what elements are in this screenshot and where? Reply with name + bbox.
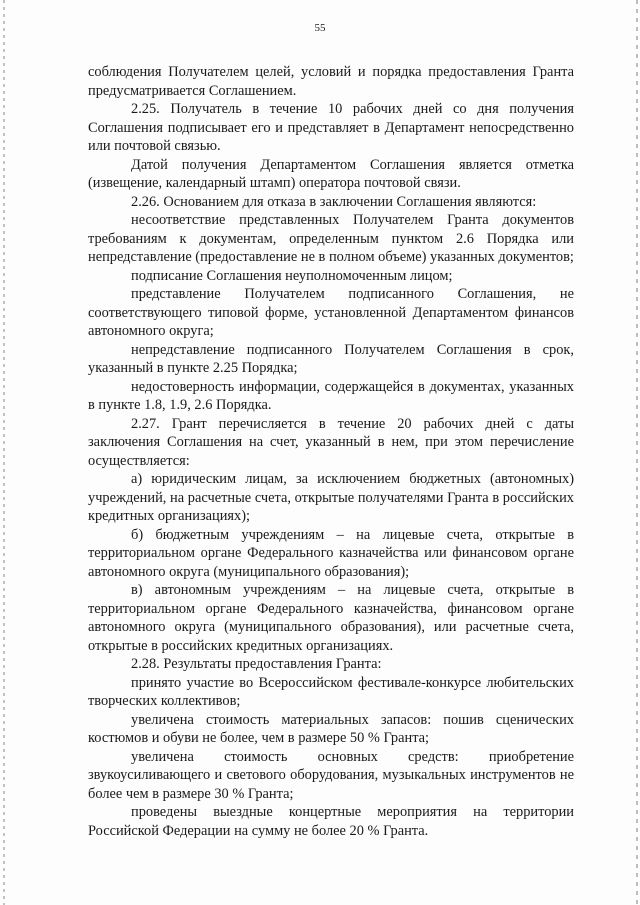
paragraph: в) автономным учреждениям – на лицевые счета, открытые в территориальном органе Федерального казначейства, финансовом органе автономного округа (муниципального образования), или расчетные счета, открытые в российских кредитных организациях. <box>88 582 574 654</box>
paragraph: 2.27. Грант перечисляется в течение 20 рабочих дней с даты заключения Соглашения на счет, указанный в нем, при этом перечисление осуществляется: <box>88 415 574 469</box>
paragraph: 2.26. Основанием для отказа в заключении Соглашения являются: <box>131 193 537 210</box>
scan-edge-right <box>636 0 638 905</box>
page-number: 55 <box>314 22 326 34</box>
paragraph: непредставление подписанного Получателем Соглашения в срок, указанный в пункте 2.25 Порядка; <box>88 341 574 376</box>
paragraph: увеличена стоимость основных средств: приобретение звукоусиливающего и светового оборудования, музыкальных инструментов не более чем в размере 30 % Гранта; <box>88 748 574 802</box>
paragraph: 2.28. Результаты предоставления Гранта: <box>131 656 382 672</box>
paragraph: подписание Соглашения неуполномоченным лицом; <box>131 267 453 284</box>
paragraph: недостоверность информации, содержащейся в документах, указанных в пункте 1.8, 1.9, 2.6 Порядка. <box>88 378 574 413</box>
paragraph: а) юридическим лицам, за исключением бюджетных (автономных) учреждений, на расчетные счета, открытые получателями Гранта в российских кредитных организациях); <box>88 471 574 524</box>
document-body <box>88 63 574 840</box>
paragraph: принято участие во Всероссийском фестивале-конкурсе любительских творческих коллективов; <box>88 674 574 709</box>
paragraph: увеличена стоимость материальных запасов: пошив сценических костюмов и обуви не более, чем в размере 50 % Гранта; <box>88 711 574 746</box>
paragraph: несоответствие представленных Получателем Гранта документов требованиям к документам, определенным пунктом 2.6 Порядка или непредставление (предоставление не в полном объеме) указанных документов; <box>88 212 574 265</box>
paragraph: проведены выездные концертные мероприятия на территории Российской Федерации на сумму не более 20 % Гранта. <box>88 804 574 839</box>
paragraph: 2.25. Получатель в течение 10 рабочих дней со дня получения Соглашения подписывает его и представляет в Департамент непосредственно или почтовой связью. <box>88 101 574 154</box>
paragraph: Датой получения Департаментом Соглашения является отметка (извещение, календарный штамп) оператора почтовой связи. <box>88 156 574 191</box>
scan-edge-left <box>3 0 5 905</box>
paragraph: представление Получателем подписанного Соглашения, не соответствующего типовой форме, установленной Департаментом финансов автономного округа; <box>88 286 574 339</box>
paragraph: соблюдения Получателем целей, условий и порядка предоставления Гранта предусматривается Соглашением. <box>88 64 574 99</box>
paragraph: б) бюджетным учреждениям – на лицевые счета, открытые в территориальном органе Федерального казначейства или финансовом органе автономного округа (муниципального образования); <box>88 526 574 580</box>
